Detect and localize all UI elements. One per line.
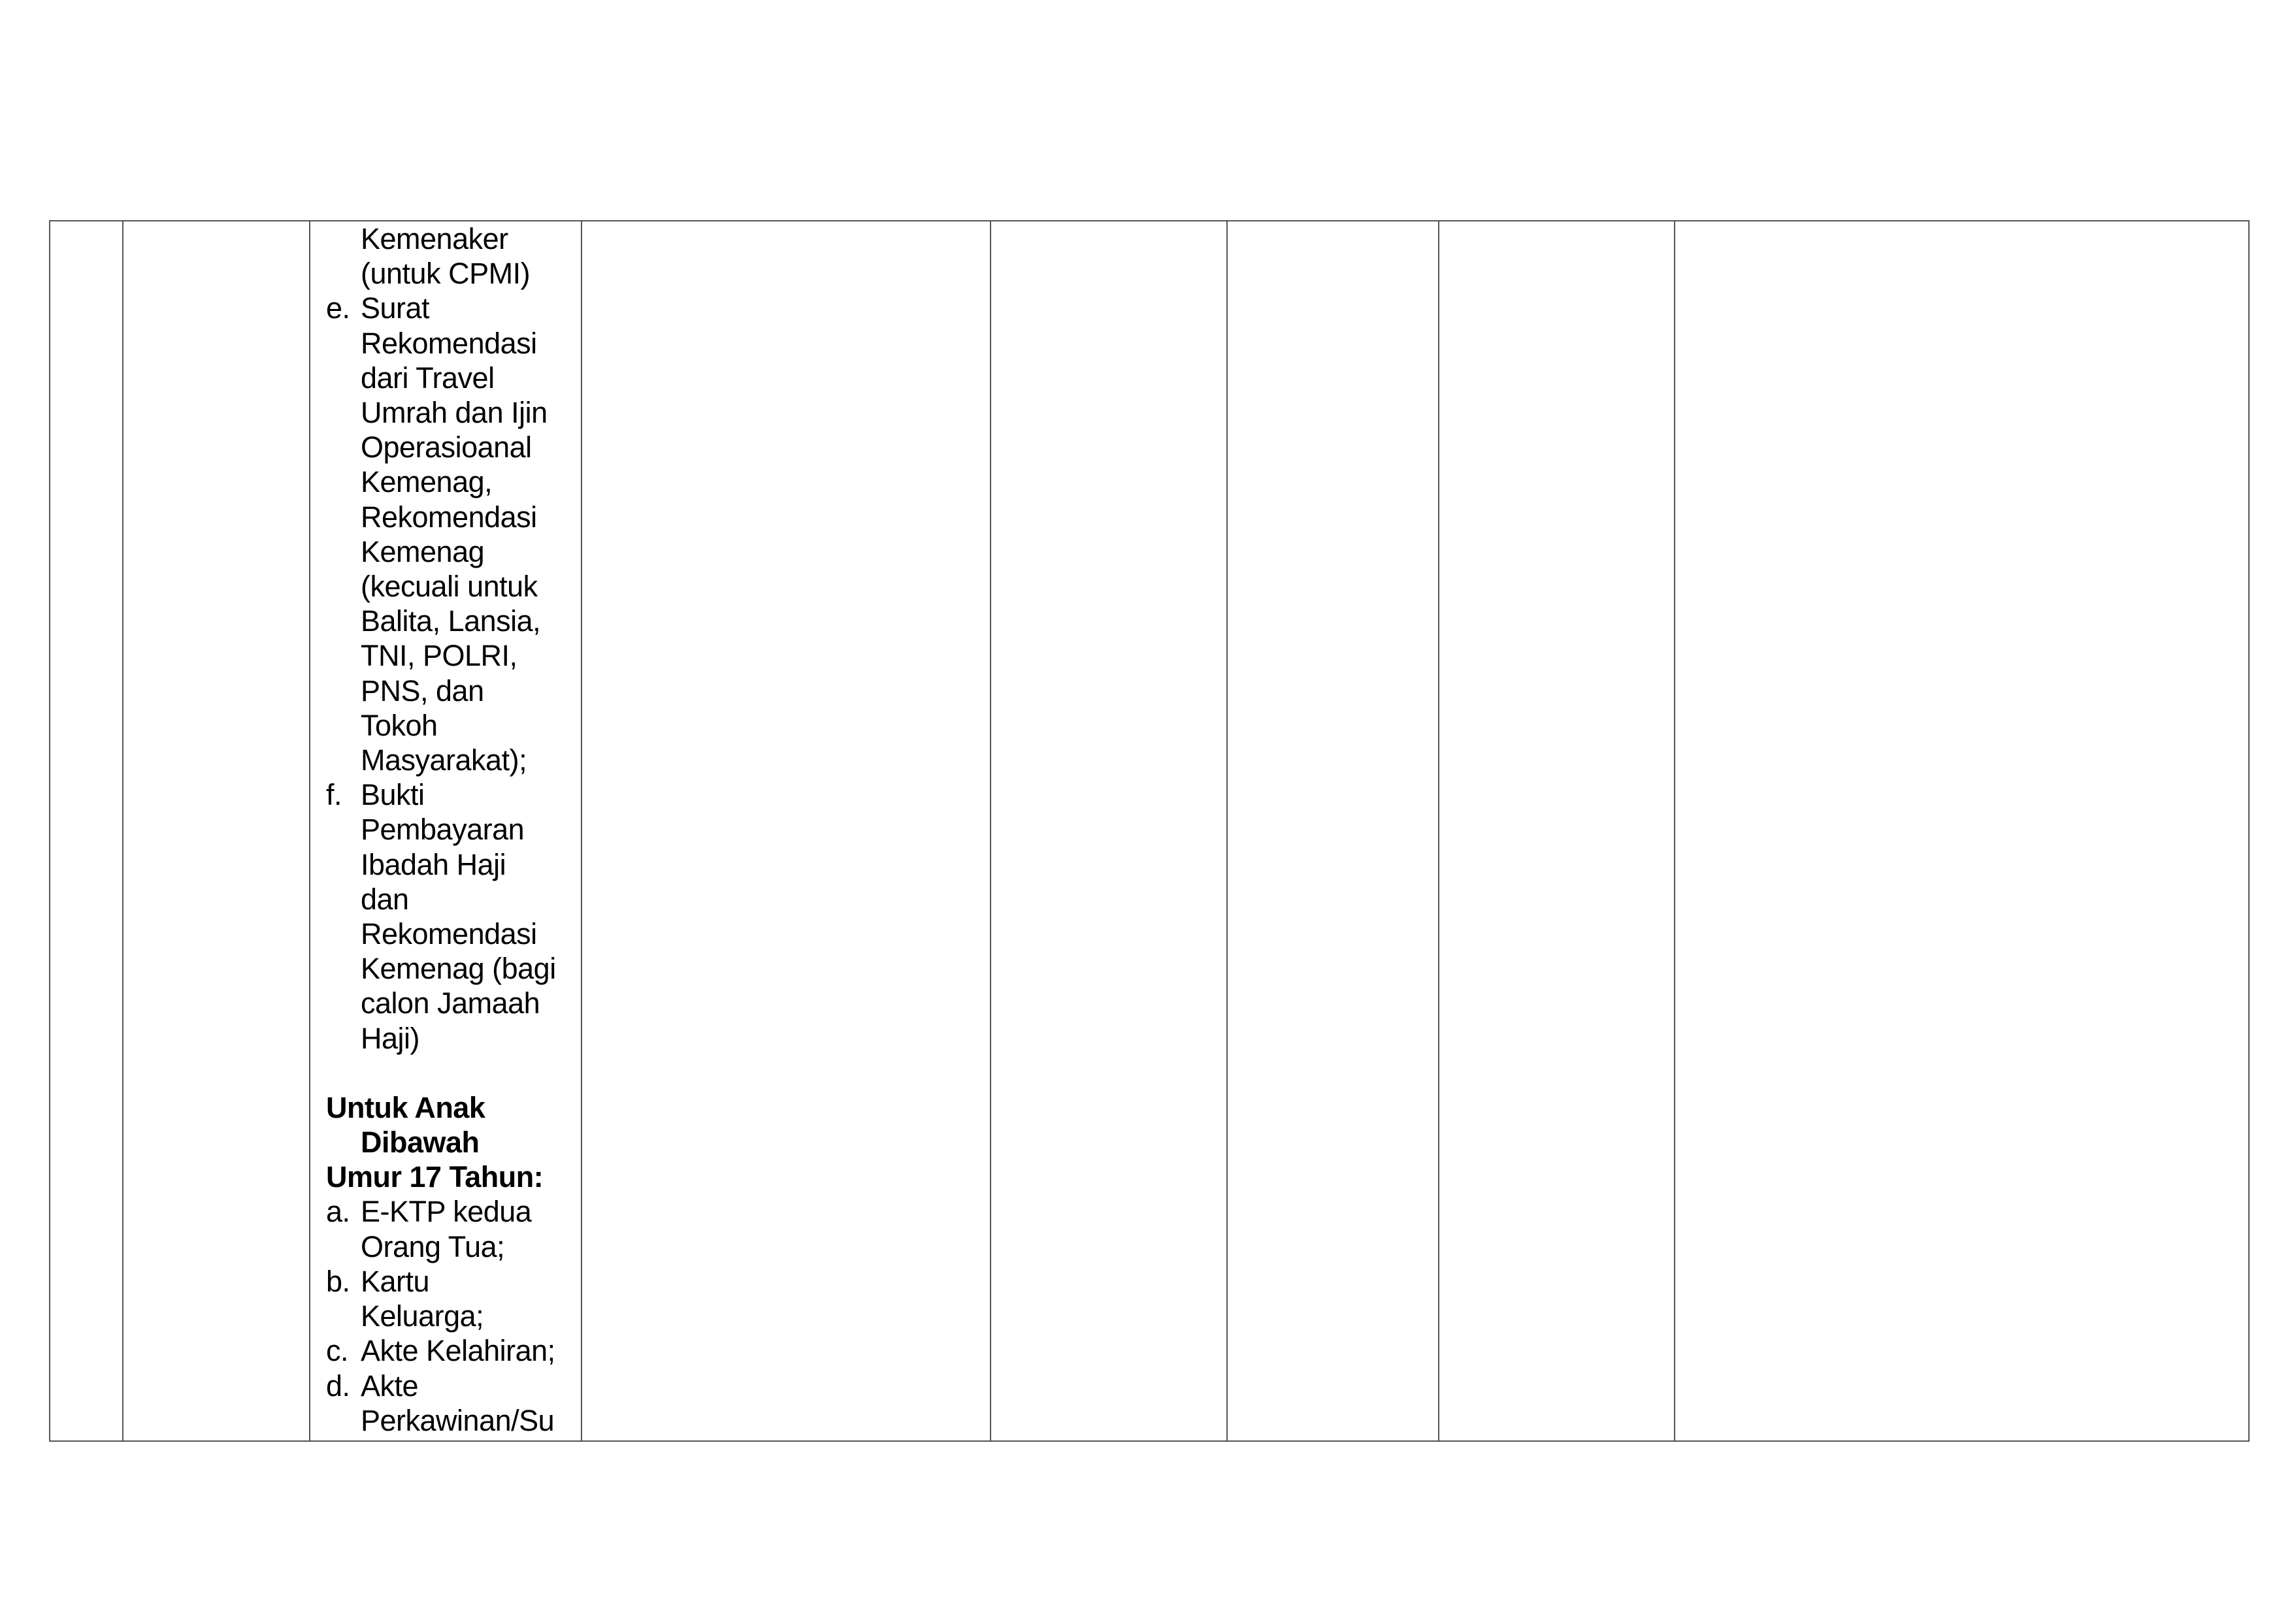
list-item-text: Kartu Keluarga; bbox=[361, 1264, 484, 1333]
cell-empty-7 bbox=[1439, 221, 1675, 1441]
cell-empty-6 bbox=[1227, 221, 1439, 1441]
cell-number bbox=[50, 221, 123, 1441]
cell-service bbox=[123, 221, 310, 1441]
section-heading bbox=[326, 1090, 581, 1195]
list-marker: e. bbox=[326, 291, 350, 325]
blank-line bbox=[326, 1056, 581, 1090]
heading-line: Untuk Anak bbox=[326, 1090, 485, 1124]
list-item-text: Akte Kelahiran; bbox=[361, 1334, 555, 1368]
requirements-table bbox=[49, 220, 2250, 1442]
heading-line: Dibawah bbox=[361, 1126, 480, 1160]
cell-empty-5 bbox=[991, 221, 1227, 1441]
list-item-c bbox=[326, 1333, 581, 1368]
table-row bbox=[50, 221, 2249, 1441]
heading-line: Umur 17 Tahun: bbox=[326, 1160, 544, 1194]
list-marker: d. bbox=[326, 1369, 350, 1403]
list-item-f bbox=[326, 777, 581, 1056]
list-marker: b. bbox=[326, 1264, 350, 1298]
list-item-text: Bukti Pembayaran Ibadah Haji dan Rekomendasi Kemenag (bagi calon Jamaah Haji) bbox=[361, 778, 556, 1055]
list-marker: f. bbox=[326, 778, 342, 812]
list-item-text: E-KTP kedua Orang Tua; bbox=[361, 1195, 532, 1263]
list-marker: a. bbox=[326, 1195, 350, 1229]
list-item-text: Akte Perkawinan/Su bbox=[361, 1369, 555, 1437]
list-item-a bbox=[326, 1194, 581, 1263]
list-item-text: Surat Rekomendasi dari Travel Umrah dan Ijin Operasioanal Kemenag, Rekomendasi Kemenag (kecuali untuk Balita, Lansia, TNI, POLRI, PNS, dan Tokoh Masyarakat); bbox=[361, 291, 548, 777]
cell-requirements bbox=[310, 221, 582, 1441]
cell-empty-4 bbox=[582, 221, 991, 1441]
list-item-b bbox=[326, 1264, 581, 1333]
continued-line: Kemenaker bbox=[361, 222, 508, 255]
list-item-e bbox=[326, 291, 581, 777]
continued-line: (untuk CPMI) bbox=[361, 257, 531, 291]
list-item-d bbox=[326, 1369, 581, 1438]
requirements-list bbox=[310, 221, 581, 1438]
cell-empty-8 bbox=[1675, 221, 2249, 1441]
list-marker: c. bbox=[326, 1334, 349, 1368]
